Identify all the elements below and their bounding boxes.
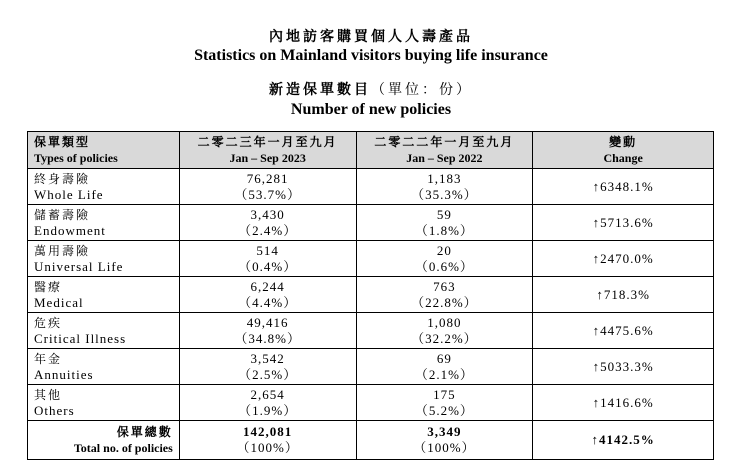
header-2022-en: Jan – Sep 2022 [406,151,483,165]
table-row [28,313,714,349]
total-type-zh: 保單總數 [116,425,173,439]
table-row [28,169,714,205]
row-type [28,241,180,277]
row-type-en: Others [34,402,75,418]
table-row [28,385,714,421]
row-type-zh: 儲蓄壽險 [34,207,91,222]
row-2022-value: 175 [433,386,456,402]
row-change: ↑718.3% [533,277,714,313]
row-2023 [179,169,356,205]
row-2023-share: （53.7%） [234,186,301,202]
row-change: ↑1416.6% [533,385,714,421]
total-2023-share: （100%） [236,440,299,455]
header-2023-en: Jan – Sep 2023 [229,151,306,165]
row-type-zh: 終身壽險 [34,171,91,186]
header-change [533,132,714,169]
row-2023-share: （2.4%） [238,222,298,238]
row-2022-value: 59 [436,206,452,222]
subtitle-zh [0,79,742,99]
total-2023 [179,421,356,460]
row-change: ↑6348.1% [533,169,714,205]
table-row [28,349,714,385]
row-2023-share: （34.8%） [234,330,301,346]
row-2023 [179,313,356,349]
row-2023-value: 49,416 [246,314,289,330]
row-type [28,313,180,349]
row-2022 [356,169,533,205]
row-2023 [179,241,356,277]
row-type [28,385,180,421]
row-type-en: Universal Life [34,258,124,274]
total-change: ↑4142.5% [533,421,714,460]
total-type [28,421,180,460]
subtitle-en: Number of new policies [290,101,452,118]
row-2022-share: （1.8%） [414,222,474,238]
row-2022-share: （32.2%） [411,330,478,346]
row-2023-value: 76,281 [246,170,289,186]
row-2022-share: （35.3%） [411,186,478,202]
row-2023 [179,205,356,241]
table-row [28,241,714,277]
total-2022 [356,421,533,460]
header-type-en: Types of policies [34,151,118,165]
header-2023 [179,132,356,169]
row-2023-value: 3,430 [250,206,285,222]
row-change: ↑2470.0% [533,241,714,277]
row-2022 [356,277,533,313]
row-2022-value: 763 [433,278,456,294]
total-type-en: Total no. of policies [73,441,173,455]
row-2022-share: （5.2%） [414,402,474,418]
row-type [28,169,180,205]
row-2022-value: 20 [436,242,452,258]
row-type-zh: 醫療 [34,279,63,294]
row-2023 [179,385,356,421]
subtitle-zh-main: 新造保單數目 [269,82,371,98]
row-2023-share: （1.9%） [238,402,298,418]
row-2023-value: 2,654 [250,386,285,402]
row-2022 [356,385,533,421]
row-2023-value: 3,542 [250,350,285,366]
total-row [28,421,714,460]
subtitle-zh-unit: （單位：份） [371,82,473,98]
row-2022 [356,349,533,385]
total-2022-value: 3,349 [427,424,462,439]
row-2023-value: 6,244 [250,278,285,294]
row-type-en: Whole Life [34,186,104,202]
row-2022-value: 69 [436,350,452,366]
row-type-zh: 萬用壽險 [34,243,91,258]
title-en: Statistics on Mainland visitors buying life insurance [194,47,548,64]
table-row [28,205,714,241]
row-2023 [179,349,356,385]
row-2023-share: （2.5%） [238,366,298,382]
row-2023 [179,277,356,313]
row-2022 [356,241,533,277]
row-type [28,277,180,313]
total-2022-share: （100%） [413,440,476,455]
row-2023-value: 514 [256,242,279,258]
row-type [28,205,180,241]
table-row [28,277,714,313]
row-change: ↑5033.3% [533,349,714,385]
row-2023-share: （0.4%） [238,258,298,274]
row-type-en: Medical [34,294,84,310]
row-2022-share: （2.1%） [414,366,474,382]
header-2023-zh: 二零二三年一月至九月 [197,135,338,149]
policies-table [27,131,714,460]
row-type-en: Critical Illness [34,330,127,346]
row-2022 [356,205,533,241]
row-type-zh: 年金 [34,351,63,366]
row-2022-value: 1,183 [427,170,462,186]
row-type-en: Endowment [34,222,106,238]
row-type [28,349,180,385]
header-2022-zh: 二零二二年一月至九月 [374,135,515,149]
row-type-zh: 危疾 [34,315,63,330]
row-2022-share: （0.6%） [414,258,474,274]
row-2022 [356,313,533,349]
header-change-en: Change [603,151,643,165]
header-type [28,132,180,169]
row-type-en: Annuities [34,366,94,382]
header-type-zh: 保單類型 [34,135,91,149]
row-2022-value: 1,080 [427,314,462,330]
row-type-zh: 其他 [34,387,63,402]
title-zh: 內地訪客購買個人人壽產品 [269,29,473,45]
row-2023-share: （4.4%） [238,294,298,310]
row-change: ↑4475.6% [533,313,714,349]
header-2022 [356,132,533,169]
total-2023-value: 142,081 [243,424,293,439]
row-change: ↑5713.6% [533,205,714,241]
table-header-row [28,132,714,169]
row-2022-share: （22.8%） [411,294,478,310]
header-change-zh: 變動 [609,135,638,149]
